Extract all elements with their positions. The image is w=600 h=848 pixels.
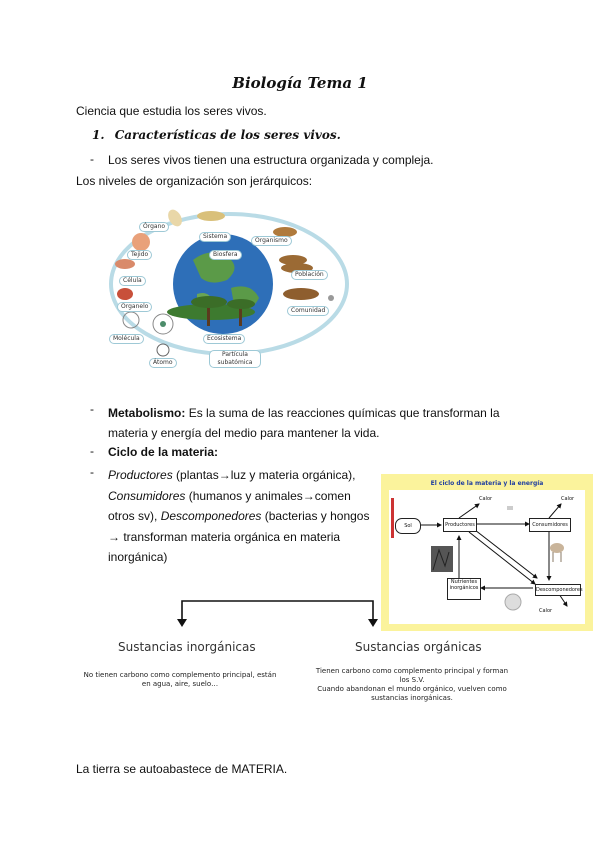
- organization-levels-figure: [101, 198, 357, 370]
- sun-node: Sol: [395, 518, 421, 534]
- bullet-dash: -: [90, 465, 94, 479]
- level-label: Célula: [119, 276, 146, 286]
- levels-text: Los niveles de organización son jerárquicos:: [76, 174, 313, 188]
- inorganic-description: No tienen carbono como complemento principal, están en agua, aire, suelo…: [83, 671, 277, 688]
- intro-text: Ciencia que estudia los seres vivos.: [76, 104, 267, 118]
- inorganic-title: Sustancias inorgánicas: [118, 640, 256, 654]
- bullet-structure: Los seres vivos tienen una estructura organizada y compleja.: [108, 153, 434, 167]
- level-label: Átomo: [149, 358, 177, 368]
- level-label: Organismo: [251, 236, 292, 246]
- level-label: Órgano: [139, 222, 169, 232]
- closing-text: La tierra se autoabastece de MATERIA.: [76, 762, 288, 776]
- ciclo-description: [108, 465, 369, 568]
- decomposers-node: Descomponedores: [535, 584, 581, 596]
- section-number: 1.: [92, 128, 105, 142]
- level-label: Comunidad: [287, 306, 329, 316]
- ciclo-heading: Ciclo de la materia:: [108, 445, 219, 459]
- ciclo-line: → transforman materia orgánica en materia: [108, 529, 341, 544]
- organic-description: Tienen carbono como complemento principal y forman los S.V. Cuando abandonan el mundo orgánico, vuelven como sustancias inorgánicas.: [315, 667, 509, 702]
- document-title: Biología Tema 1: [232, 74, 368, 92]
- heat-label: Calor: [539, 608, 553, 614]
- level-label: Tejido: [127, 250, 152, 260]
- ciclo-line: otros sv), Descomponedores (bacterias y hongos: [108, 509, 370, 523]
- cycle-caption: El ciclo de la materia y la energía: [430, 480, 544, 487]
- metabolismo-term: Metabolismo:: [108, 406, 186, 420]
- branch-connector: [0, 595, 600, 635]
- section-heading-text: Características de los seres vivos.: [114, 128, 341, 142]
- level-label: Biosfera: [209, 250, 242, 260]
- consumers-node: Consumidores: [529, 518, 571, 532]
- nutrients-node: Nutrientes inorgánicos: [447, 578, 481, 600]
- section-heading: [92, 128, 341, 142]
- bullet-dash: -: [90, 444, 94, 458]
- level-label: Partícula subatómica: [209, 350, 261, 368]
- metabolismo-line2: materia y energía del medio para mantener la vida.: [108, 426, 380, 440]
- level-label: Población: [291, 270, 328, 280]
- level-label: Molécula: [109, 334, 144, 344]
- level-label: Organelo: [117, 302, 152, 312]
- organic-title: Sustancias orgánicas: [355, 640, 482, 654]
- bullet-dash: -: [90, 402, 94, 416]
- bullet-dash: -: [90, 152, 94, 166]
- metabolismo-block: [108, 403, 500, 443]
- level-label: Sistema: [199, 232, 231, 242]
- level-label: Ecosistema: [203, 334, 245, 344]
- heat-label: Calor: [479, 496, 493, 502]
- heat-label: Calor: [561, 496, 575, 502]
- ciclo-line: inorgánica): [108, 550, 168, 564]
- producers-node: Productores: [443, 518, 477, 532]
- ciclo-line: Productores (plantas→luz y materia orgánica),: [108, 468, 356, 482]
- ciclo-line: Consumidores (humanos y animales→comen: [108, 488, 351, 503]
- metabolismo-line1: Es la suma de las reacciones químicas que transforman la: [188, 406, 500, 420]
